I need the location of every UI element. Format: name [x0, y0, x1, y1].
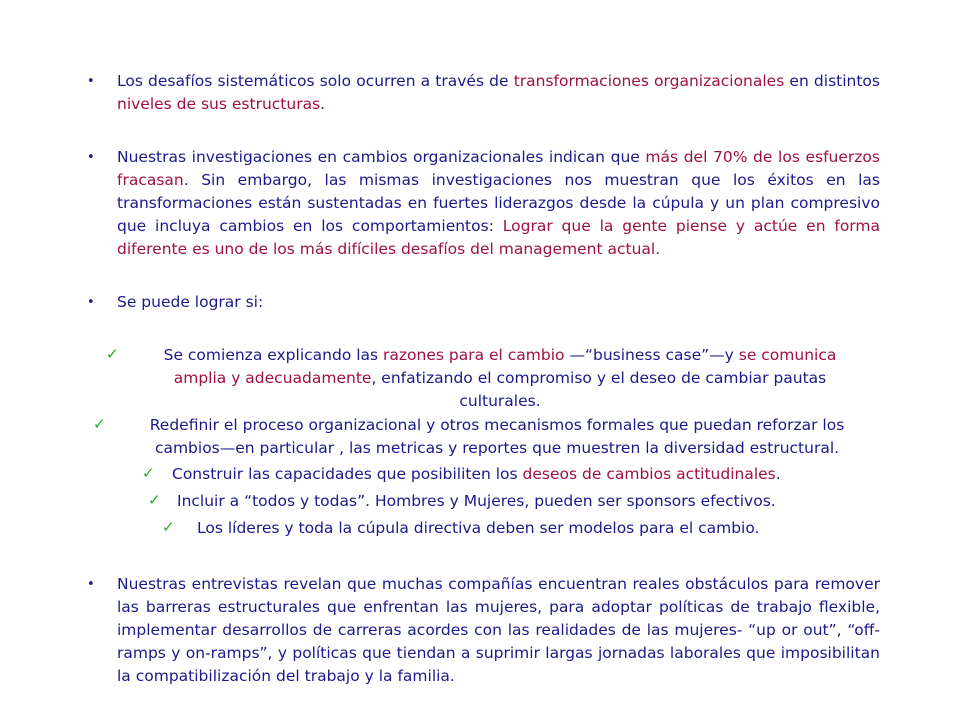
check-icon: ✓ [93, 415, 106, 433]
bullet-paragraph-2: • Nuestras investigaciones en cambios organizacionales indican que más del 70% de los esfuerzos fracasan. Sin embargo, las mismas investigaciones nos muestran que los éxitos en las transformaciones están sustentadas en fuertes liderazgos desde la cúpula y un plan compresivo que incluya cambios en los comportamientos: Lograr que la gente piense y actúe en forma diferente es uno de los más difíciles desafíos del management actual. [87, 148, 881, 258]
bullet-dot: • [87, 150, 95, 165]
bullet-paragraph-1: • Los desafíos sistemáticos solo ocurren a través de transformaciones organizacionales en distintos niveles de sus estructuras. [87, 72, 880, 113]
check-item-4: Incluir a “todos y todas”. Hombres y Mujeres, pueden ser sponsors efectivos. [177, 492, 776, 510]
bullet-dot: • [87, 295, 95, 310]
check-item-5: Los líderes y toda la cúpula directiva deben ser modelos para el cambio. [197, 519, 760, 537]
check-item-3: Construir las capacidades que posibiliten los deseos de cambios actitudinales. [172, 465, 781, 483]
check-icon: ✓ [106, 345, 119, 363]
check-icon: ✓ [142, 464, 155, 482]
bullet-dot: • [87, 577, 95, 592]
bullet-paragraph-4: • Nuestras entrevistas revelan que muchas compañías encuentran reales obstáculos para remover las barreras estructurales que enfrentan las mujeres, para adoptar políticas de trabajo flexible, implementar desarrollos de carreras acordes con las realidades de las mujeres- “up or out”, “off-ramps y on-ramps”, y políticas que tiendan a suprimir largas jornadas laborales que imposibilitan la compatibilización del trabajo y la familia. [87, 575, 880, 685]
check-item-1: Se comienza explicando las razones para el cambio —“business case”—y se comunica amplia y adecuadamente, enfatizando el compromiso y el deseo de cambiar pautas culturales. [163, 346, 837, 410]
check-icon: ✓ [148, 491, 161, 509]
bullet-paragraph-3: • Se puede lograr si: [117, 291, 880, 314]
bullet-dot: • [87, 74, 95, 89]
check-icon: ✓ [162, 518, 175, 536]
check-item-2: Redefinir el proceso organizacional y otros mecanismos formales que puedan reforzar los cambios—en particular , las metricas y reportes que muestren la diversidad estructural. [149, 416, 845, 457]
